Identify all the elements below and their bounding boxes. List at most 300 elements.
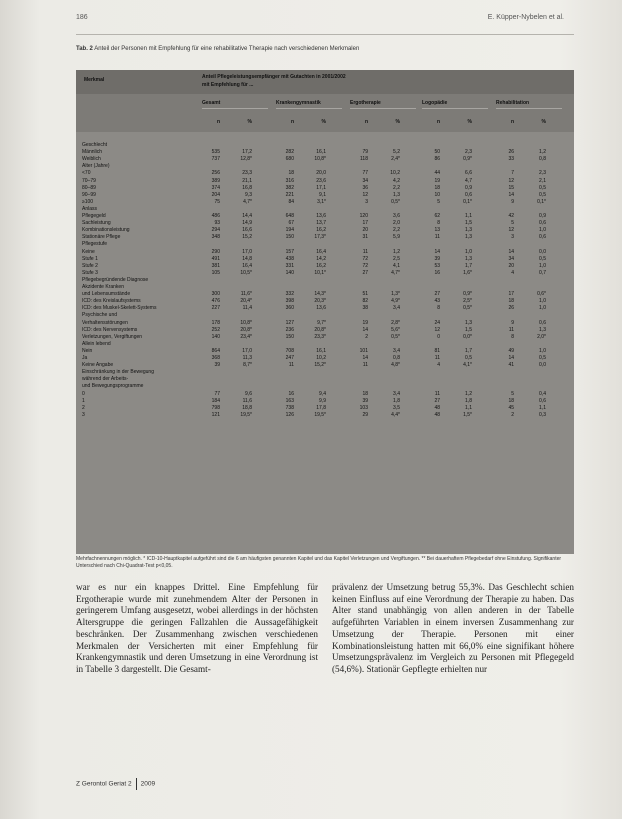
table-cell: 2,0 xyxy=(393,220,400,227)
table-cell: 1,1 xyxy=(465,213,472,219)
table-cell: 121 xyxy=(211,411,220,418)
table-cell: 150 xyxy=(285,234,294,241)
table-cell: 2,2 xyxy=(393,227,400,234)
table-cell: 126 xyxy=(285,411,294,418)
table-cell: 26 xyxy=(508,149,514,156)
table-cell: 0,1* xyxy=(463,198,472,205)
table-cell: 18 xyxy=(508,298,514,305)
table-cell: 535 xyxy=(211,149,220,156)
table-cell: 294 xyxy=(211,227,220,234)
authors: E. Küpper-Nybelen et al. xyxy=(487,14,564,21)
row-label: Nein xyxy=(82,347,93,354)
table-cell: 1,0 xyxy=(539,347,546,354)
table-cell: 491 xyxy=(211,255,220,262)
group-underline xyxy=(350,108,416,109)
row-label: Pflegestufe xyxy=(82,241,108,248)
subcolumn-header: % xyxy=(247,119,252,125)
table-cell: 227 xyxy=(211,305,220,312)
subcolumn-header: n xyxy=(290,119,294,125)
table-cell: 33 xyxy=(508,156,514,163)
table-cell: 11 xyxy=(362,362,368,369)
table-cell: 2,8* xyxy=(391,319,400,326)
table-cell: 16,8 xyxy=(242,184,252,191)
table-cell: 18 xyxy=(288,170,294,177)
row-label: Psychische und xyxy=(82,312,118,319)
row-label: Anlass xyxy=(82,205,98,212)
table-cell: 13 xyxy=(434,227,440,234)
table-cell: 1,5 xyxy=(465,326,472,333)
table-cell: 17,3* xyxy=(314,234,326,241)
table-cell: 62 xyxy=(434,213,440,219)
table-cell: 0,1* xyxy=(537,198,546,205)
table-cell: 8 xyxy=(511,333,514,340)
table-cell: 0,0* xyxy=(463,333,472,340)
table-cell: 16 xyxy=(288,390,294,397)
table-cell: 105 xyxy=(211,269,220,276)
table-cell: 23,6 xyxy=(316,177,326,184)
row-label-continuation: Akzidente Kranken xyxy=(82,284,124,290)
table-cell: 374 xyxy=(211,184,220,191)
table-cell: 0,5* xyxy=(391,333,400,340)
table-cell: 1,8 xyxy=(465,397,472,404)
table-cell: 1,2 xyxy=(393,248,400,255)
group-header-line1: Anteil Pflegeleistungsempfänger mit Gutachten in 2001/2002 xyxy=(202,74,346,80)
table-cell: 1,0 xyxy=(539,305,546,312)
table-cell: 3,5 xyxy=(393,404,400,411)
table-cell: 9,9 xyxy=(319,397,326,404)
table-cell: 3,4 xyxy=(393,390,400,397)
group-header: Krankengymnastik xyxy=(276,100,321,106)
table-cell: 864 xyxy=(211,347,220,354)
table-cell: 0,9* xyxy=(463,156,472,163)
table-cell: 79 xyxy=(362,149,368,156)
row-label: Pflegebegründende Diagnose xyxy=(82,276,149,283)
table-cell: 12 xyxy=(508,177,514,184)
table-cell: 5 xyxy=(511,220,514,227)
row-label: Geschlecht xyxy=(82,142,108,148)
table-cell: 24 xyxy=(434,319,440,326)
table-footnote: Mehrfachnennungen möglich. * ICD-10-Hauptkapitel aufgeführt sind die 6 am häufigsten genannten Kapitel und das Kapitel Verletzungen und Vergiftungen. ** Bei dauerhaftem Pflegebedarf ohne Einstufung. Signifikanter Unterschied nach Chi-Quadrat-Test p<0,05. xyxy=(76,556,562,569)
table-cell: 5 xyxy=(511,390,514,397)
table-cell: 2,5* xyxy=(463,298,472,305)
table-cell: 0,0 xyxy=(539,248,546,255)
table-cell: 3,1* xyxy=(317,198,326,205)
row-label: Keine xyxy=(82,248,95,255)
table-cell: 77 xyxy=(214,390,220,397)
table-cell: 0,0 xyxy=(539,362,546,369)
table-cell: 1,3 xyxy=(539,326,546,333)
table-cell: 27 xyxy=(362,269,368,276)
group-header: Gesamt xyxy=(202,100,221,106)
table-cell: 4,2 xyxy=(393,177,400,184)
group-header: Ergotherapie xyxy=(350,100,381,106)
table-cell: 16,1 xyxy=(316,347,326,354)
subcolumn-header: % xyxy=(467,119,472,125)
group-underline xyxy=(202,108,268,109)
table-cell: 14,2 xyxy=(316,255,326,262)
table-cell: 204 xyxy=(211,191,220,198)
table-cell: 12 xyxy=(508,227,514,234)
table-cell: 1,0 xyxy=(539,227,546,234)
table-cell: 368 xyxy=(211,355,220,361)
table-cell: 81 xyxy=(434,347,440,354)
table-cell: 4 xyxy=(511,269,514,276)
merkmal-header: Merkmal xyxy=(84,77,105,83)
table-cell: 1,1 xyxy=(539,404,546,411)
footer-divider xyxy=(136,778,137,790)
table-cell: 4,7* xyxy=(391,269,400,276)
table-cell: 1,7 xyxy=(465,347,472,354)
table-cell: 23,3 xyxy=(242,170,252,177)
table-cell: 11,3 xyxy=(242,355,252,361)
table-cell: 14 xyxy=(362,355,368,361)
table-cell: 16,6 xyxy=(242,227,252,234)
table-cell: 486 xyxy=(211,213,220,219)
table-cell: 10,8* xyxy=(314,156,326,163)
table-cell: 17 xyxy=(362,220,368,227)
table-cell: 348 xyxy=(211,234,220,241)
table-cell: 5,2 xyxy=(393,149,400,156)
table-cell: 398 xyxy=(285,298,294,305)
table-cell: 0,5 xyxy=(539,184,546,191)
row-label: Verletzungen, Vergiftungen xyxy=(82,333,143,340)
table-cell: 17,2 xyxy=(242,149,252,156)
table-cell: 0,4 xyxy=(539,390,546,397)
table-cell: 20,3* xyxy=(314,298,326,305)
table-cell: 184 xyxy=(211,397,220,404)
table-cell: 20,0 xyxy=(316,170,326,177)
table-cell: 20,8* xyxy=(314,326,326,333)
table-cell: 34 xyxy=(362,177,368,184)
row-label: Ja xyxy=(82,355,88,361)
table-cell: 14 xyxy=(508,355,514,361)
row-label: <70 xyxy=(82,170,91,177)
row-label-continuation: und Lebensumstände xyxy=(82,291,131,298)
table-cell: 4,7* xyxy=(243,198,252,205)
table-cell: 9,4 xyxy=(319,390,326,397)
table-cell: 14 xyxy=(434,248,440,255)
table-cell: 11 xyxy=(434,390,440,397)
table-cell: 0,5* xyxy=(463,305,472,312)
table-cell: 12 xyxy=(362,191,368,198)
group-underline xyxy=(422,108,488,109)
table-cell: 2,2 xyxy=(393,184,400,191)
table-cell: 2 xyxy=(365,333,368,340)
table-cell: 8 xyxy=(437,305,440,312)
table-cell: 4 xyxy=(437,362,440,369)
row-label: Alter (Jahre) xyxy=(82,163,110,170)
table-cell: 18 xyxy=(362,390,368,397)
table-cell: 14,4 xyxy=(242,213,252,219)
table-cell: 0,5 xyxy=(539,355,546,361)
table-cell: 708 xyxy=(285,347,294,354)
table-cell: 738 xyxy=(285,404,294,411)
row-label: 0 xyxy=(82,390,85,397)
table-cell: 0,6* xyxy=(537,291,546,298)
table-cell: 103 xyxy=(359,404,368,411)
table-cell: 39 xyxy=(434,255,440,262)
table-cell: 300 xyxy=(211,291,220,298)
caption-label: Tab. 2 xyxy=(76,46,93,52)
table-cell: 42 xyxy=(508,213,514,219)
row-label: Pflegegeld xyxy=(82,213,106,219)
table-cell: 0,5* xyxy=(391,198,400,205)
table-cell: 0,8 xyxy=(393,355,400,361)
table-caption xyxy=(76,46,359,52)
table-cell: 2,3 xyxy=(465,149,472,156)
table-cell: 16,4 xyxy=(316,248,326,255)
table-cell: 11 xyxy=(508,326,514,333)
table-cell: 5 xyxy=(437,198,440,205)
table-cell: 16,2 xyxy=(316,262,326,269)
table-cell: 438 xyxy=(285,255,294,262)
body-text-left: war es nur ein knappes Drittel. Eine Empfehlung für Ergotherapie wurde mit zunehmendem Alter der Personen in geringerem Umfang ausgesetzt, wobei allerdings in der höchsten Altersgruppe die geringen Fallzahlen die Aussagefähigkeit beschränken. Der Zusammenhang zwischen verschiedenen Merkmalen der Versicherten mit einer Empfehlung für Krankengymnastik und deren Umsetzung in eine Verordnung ist in Tabelle 3 dargestellt. Die Gesamt- xyxy=(76,582,318,674)
table-cell: 10,2 xyxy=(316,355,326,361)
table-cell: 34 xyxy=(508,255,514,262)
table-cell: 476 xyxy=(211,298,220,305)
table-cell: 0,5 xyxy=(539,255,546,262)
group-underline xyxy=(496,108,562,109)
row-label: Kombinationsleistung xyxy=(82,227,130,234)
table-cell: 11 xyxy=(288,362,294,369)
table-cell: 72 xyxy=(362,255,368,262)
table-cell: 17,0 xyxy=(242,248,252,255)
table-cell: 8 xyxy=(437,220,440,227)
table-cell: 0,6 xyxy=(539,220,546,227)
table-cell: 4,8* xyxy=(391,362,400,369)
row-label: Allein lebend xyxy=(82,340,111,347)
table-cell: 4,9* xyxy=(391,298,400,305)
table-cell: 10 xyxy=(434,191,440,198)
table-cell: 0,9* xyxy=(463,291,472,298)
table-cell: 1,0 xyxy=(465,248,472,255)
table-cell: 18 xyxy=(508,397,514,404)
table-cell: 93 xyxy=(214,220,220,227)
table-cell: 29 xyxy=(362,411,368,418)
table-cell: 53 xyxy=(434,262,440,269)
group-header: Logopädie xyxy=(422,100,448,106)
table-cell: 18,8 xyxy=(242,404,252,411)
table-cell: 14,3* xyxy=(314,291,326,298)
table-cell: 4,7 xyxy=(465,177,472,184)
table-cell: 6,6 xyxy=(465,170,472,177)
row-label: ICD: des Nervensystems xyxy=(82,326,138,333)
table-cell: 84 xyxy=(288,198,294,205)
table-cell: 1,6* xyxy=(463,269,472,276)
table-cell: 0,9 xyxy=(465,184,472,191)
table-cell: 10,2 xyxy=(390,170,400,177)
row-label-continuation: und Bewegungsprogramme xyxy=(82,383,144,390)
table-cell: 157 xyxy=(285,248,294,255)
table-cell: 252 xyxy=(211,326,220,333)
table-cell: 120 xyxy=(359,213,368,219)
table-cell: 39 xyxy=(214,362,220,369)
table-cell: 17,1 xyxy=(316,184,326,191)
table-cell: 4,4* xyxy=(391,411,400,418)
table-cell: 67 xyxy=(288,220,294,227)
row-label: 1 xyxy=(82,397,85,404)
table-cell: 0,3 xyxy=(539,411,546,418)
table-cell: 10,1* xyxy=(314,269,326,276)
table-cell: 43 xyxy=(434,298,440,305)
table-cell: 19,5* xyxy=(240,411,252,418)
table-cell: 48 xyxy=(434,411,440,418)
table-cell: 17,0 xyxy=(242,347,252,354)
table-cell: 316 xyxy=(285,177,294,184)
table-cell: 20 xyxy=(362,227,368,234)
table-cell: 381 xyxy=(211,262,220,269)
journal-year: 2009 xyxy=(140,780,156,788)
table-cell: 737 xyxy=(211,156,220,163)
table-cell: 20,4* xyxy=(240,298,252,305)
table-cell: 7 xyxy=(511,170,514,177)
table-cell: 36 xyxy=(362,184,368,191)
table-cell: 3 xyxy=(511,234,514,241)
table-cell: 1,3 xyxy=(465,234,472,241)
table-cell: 1,5 xyxy=(465,220,472,227)
group-header: Rehabilitation xyxy=(496,100,530,106)
row-label-continuation: Verhaltensstörungen xyxy=(82,319,128,326)
table-cell: 86 xyxy=(434,156,440,163)
table-cell: 27 xyxy=(434,291,440,298)
row-label: Stufe 1 xyxy=(82,255,98,262)
table-cell: 5,6* xyxy=(391,326,400,333)
row-label: Sachleistung xyxy=(82,220,111,227)
row-label: ICD: des Kreislaufsystems xyxy=(82,298,141,305)
row-label: Weiblich xyxy=(82,156,101,163)
table-cell: 118 xyxy=(360,156,368,163)
table-cell: 3,6 xyxy=(393,213,400,219)
row-label: Stationäre Pflege xyxy=(82,234,121,241)
table-cell: 1,2 xyxy=(539,149,546,156)
table-cell: 19 xyxy=(362,319,368,326)
table-cell: 3 xyxy=(365,198,368,205)
table-cell: 2 xyxy=(511,411,514,418)
table-cell: 0 xyxy=(437,333,440,340)
table-cell: 1,1 xyxy=(465,404,472,411)
table-cell: 11 xyxy=(434,355,440,361)
header-rule xyxy=(76,34,574,35)
table-cell: 2,5 xyxy=(393,255,400,262)
table-cell: 14 xyxy=(508,191,514,198)
table-cell: 2,4* xyxy=(391,156,400,163)
subcolumn-header: n xyxy=(216,119,220,125)
table-cell: 1,5* xyxy=(463,411,472,418)
table-cell: 101 xyxy=(359,347,368,354)
page-number: 186 xyxy=(76,14,88,21)
table-cell: 50 xyxy=(434,149,440,156)
table-cell: 1,3 xyxy=(465,227,472,234)
table-cell: 51 xyxy=(362,291,368,298)
table-cell: 282 xyxy=(285,149,294,156)
group-header-line2: mit Empfehlung für ... xyxy=(202,82,254,88)
table-cell: 680 xyxy=(285,156,294,163)
table-cell: 11,6* xyxy=(240,291,252,298)
table-cell: 0,7 xyxy=(539,269,546,276)
row-label: ICD: des Muskel-Skelett-Systems xyxy=(82,305,157,312)
table-cell: 15 xyxy=(508,184,514,191)
table-cell: 247 xyxy=(285,355,294,361)
table-cell: 16,1 xyxy=(316,149,326,156)
row-label: 3 xyxy=(82,411,85,418)
table-cell: 26 xyxy=(508,305,514,312)
table-cell: 11,4 xyxy=(242,305,252,312)
running-head xyxy=(76,14,564,21)
table-cell: 1,3 xyxy=(465,255,472,262)
table-cell: 21,1 xyxy=(242,177,252,184)
table-cell: 256 xyxy=(211,170,220,177)
group-underline xyxy=(276,108,342,109)
table-cell: 15,2* xyxy=(314,362,326,369)
table-cell: 1,0 xyxy=(539,262,546,269)
table-cell: 0,8 xyxy=(539,156,546,163)
table-cell: 332 xyxy=(285,291,294,298)
table-cell: 17 xyxy=(508,291,514,298)
table-cell: 9 xyxy=(511,198,514,205)
table-cell: 48 xyxy=(434,404,440,411)
table-cell: 1,3 xyxy=(393,191,400,198)
table-cell: 0,5 xyxy=(465,355,472,361)
row-label: Stufe 2 xyxy=(82,262,98,269)
table-cell: 1,7 xyxy=(465,262,472,269)
table-cell: 13,7 xyxy=(316,220,326,227)
table-cell: 9,3 xyxy=(245,191,252,198)
row-label: Keine Angabe xyxy=(82,362,114,369)
table-cell: 382 xyxy=(285,184,294,191)
table-cell: 45 xyxy=(508,404,514,411)
table-cell: 39 xyxy=(362,397,368,404)
table-cell: 14,9 xyxy=(242,220,252,227)
table-cell: 3,4 xyxy=(393,347,400,354)
table-cell: 14 xyxy=(508,248,514,255)
table-cell: 1,2 xyxy=(465,390,472,397)
table-cell: 0,9 xyxy=(539,213,546,219)
table-cell: 2,3 xyxy=(539,170,546,177)
table-cell: 15,2 xyxy=(242,234,252,241)
table-cell: 8,7* xyxy=(243,362,252,369)
table-cell: 20,8* xyxy=(240,326,252,333)
table-cell: 648 xyxy=(285,213,294,219)
table-cell: 163 xyxy=(285,397,294,404)
table-cell: 4,1* xyxy=(463,362,472,369)
table-cell: 9,1 xyxy=(319,191,326,198)
table-cell: 290 xyxy=(211,248,220,255)
table-cell: 178 xyxy=(211,319,220,326)
subcolumn-header: n xyxy=(510,119,514,125)
table-cell: 0,6 xyxy=(465,191,472,198)
data-table xyxy=(76,70,574,554)
table-cell: 331 xyxy=(285,262,294,269)
table-cell: 389 xyxy=(211,177,220,184)
table-cell: 13,6 xyxy=(316,213,326,219)
table-cell: 10,5* xyxy=(240,269,252,276)
row-label-continuation: während der Arbeits- xyxy=(82,376,129,383)
subcolumn-header: n xyxy=(436,119,440,125)
table-cell: 3,4 xyxy=(393,305,400,312)
body-text-right: prävalenz der Umsetzung betrug 55,3%. Das Geschlecht schien keinen Einfluss auf eine Verordnung der Therapie zu haben. Das Alter stand unabhängig von allen anderen in der Tabelle aufgeführten Variablen in einem inversen Zusammenhang zur Umsetzung der Therapie. Personen mit einer Kombinationsleistung hatten mit 66,0% eine signifikant höhere Umsetzungsprävalenz im Vergleich zu Personen mit Pflegegeld (54,6%). Stationär Gepflegte erhielten nur xyxy=(332,582,574,674)
table-cell: 14 xyxy=(362,326,368,333)
table-cell: 75 xyxy=(214,198,220,205)
table-cell: 44 xyxy=(434,170,440,177)
table-cell: 23,3* xyxy=(314,333,326,340)
table-cell: 23,4* xyxy=(240,333,252,340)
table-cell: 11 xyxy=(362,248,368,255)
table-cell: 16,2 xyxy=(316,227,326,234)
table-cell: 16 xyxy=(434,269,440,276)
subcolumn-header: % xyxy=(321,119,326,125)
table-cell: 19,5* xyxy=(314,411,326,418)
table-cell: 49 xyxy=(508,347,514,354)
